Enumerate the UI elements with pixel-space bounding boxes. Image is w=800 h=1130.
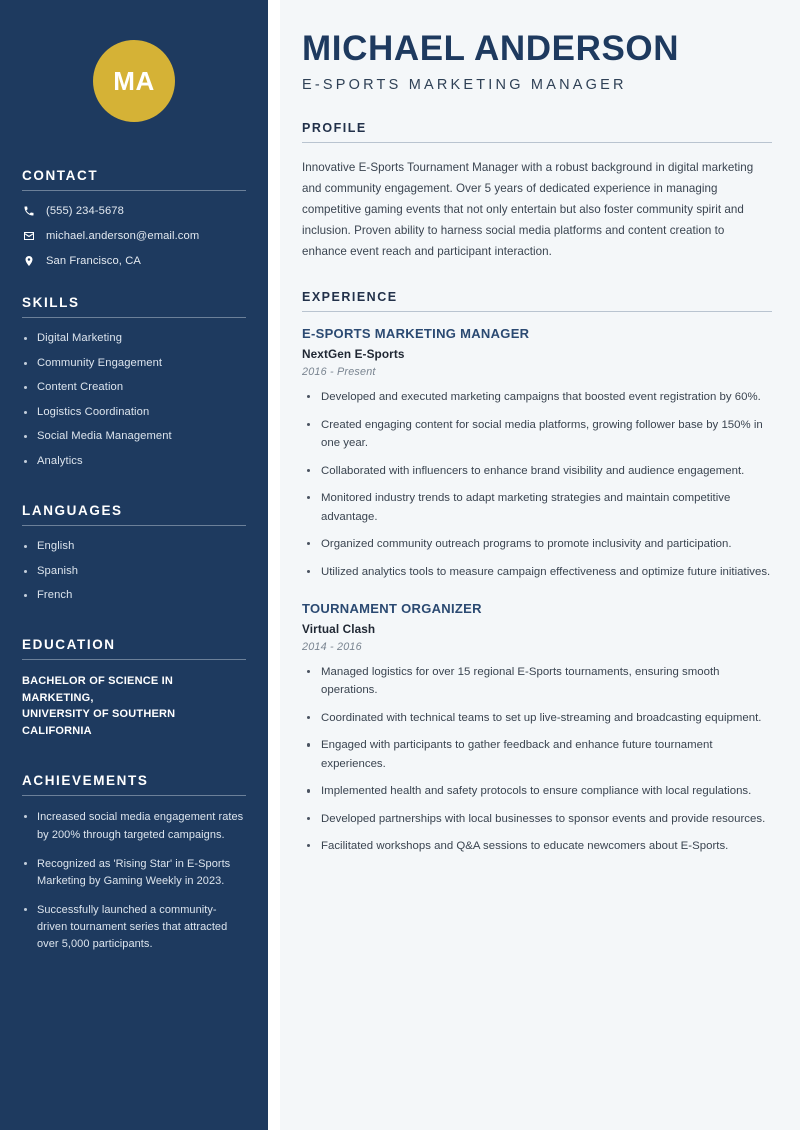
achievements-heading: ACHIEVEMENTS	[22, 773, 149, 789]
list-item: Collaborated with influencers to enhance brand visibility and audience engagement.	[302, 462, 772, 480]
contact-section	[22, 168, 246, 267]
job-subtitle: E-SPORTS MARKETING MANAGER	[302, 76, 627, 93]
contact-phone-value: (555) 234-5678	[46, 204, 124, 217]
experience-dates: 2014 - 2016	[302, 641, 362, 654]
contact-email-value: michael.anderson@email.com	[46, 229, 200, 242]
main-content	[280, 0, 800, 1130]
languages-list	[22, 539, 246, 603]
list-item: Community Engagement	[22, 356, 246, 371]
list-item: Organized community outreach programs to promote inclusivity and participation.	[302, 535, 772, 553]
experience-job-title: TOURNAMENT ORGANIZER	[302, 601, 482, 617]
profile-divider	[302, 142, 772, 143]
list-item: Implemented health and safety protocols to ensure compliance with local regulations.	[302, 782, 772, 800]
experience-company: Virtual Clash	[302, 622, 376, 637]
education-degree-line-1: BACHELOR OF SCIENCE IN MARKETING,	[22, 675, 174, 704]
contact-row-location	[22, 254, 246, 267]
skills-divider	[22, 317, 246, 318]
experience-divider	[302, 311, 772, 312]
achievements-list	[22, 809, 246, 952]
contact-row-email	[22, 229, 246, 242]
list-item: French	[22, 588, 246, 603]
list-item: Facilitated workshops and Q&A sessions to educate newcomers about E-Sports.	[302, 837, 772, 855]
list-item: Created engaging content for social media platforms, growing follower base by 150% in one year.	[302, 416, 772, 453]
experience-company: NextGen E-Sports	[302, 347, 405, 362]
list-item: Successfully launched a community-driven tournament series that attracted over 5,000 participants.	[22, 902, 246, 953]
skills-heading: SKILLS	[22, 295, 80, 310]
languages-heading: LANGUAGES	[22, 503, 123, 519]
location-pin-icon	[22, 254, 35, 267]
skills-section	[22, 295, 246, 469]
experience-entry	[302, 601, 772, 856]
skills-list	[22, 331, 246, 469]
experience-bullet-list	[302, 663, 772, 856]
experience-entry	[302, 326, 772, 581]
list-item: Content Creation	[22, 380, 246, 395]
experience-heading: EXPERIENCE	[302, 290, 398, 305]
list-item: English	[22, 539, 246, 554]
education-heading: EDUCATION	[22, 637, 116, 653]
list-item: Utilized analytics tools to measure campaign effectiveness and optimize future initiatives.	[302, 563, 772, 581]
list-item: Developed partnerships with local businesses to sponsor events and provide resources.	[302, 810, 772, 828]
achievements-divider	[22, 795, 246, 796]
page-title: MICHAEL ANDERSON	[302, 29, 680, 68]
languages-section	[22, 503, 246, 603]
list-item: Digital Marketing	[22, 331, 246, 346]
envelope-icon	[22, 229, 35, 242]
avatar: MA	[93, 40, 175, 122]
sidebar	[0, 0, 268, 1130]
list-item: Engaged with participants to gather feedback and enhance future tournament experiences.	[302, 736, 772, 773]
column-gutter	[268, 0, 280, 1130]
list-item: Developed and executed marketing campaigns that boosted event registration by 60%.	[302, 388, 772, 406]
contact-location-value: San Francisco, CA	[46, 254, 141, 267]
list-item: Increased social media engagement rates by 200% through targeted campaigns.	[22, 809, 246, 843]
list-item: Spanish	[22, 564, 246, 579]
list-item: Social Media Management	[22, 429, 246, 444]
education-divider	[22, 659, 246, 660]
list-item: Analytics	[22, 454, 246, 469]
experience-job-title: E-SPORTS MARKETING MANAGER	[302, 326, 530, 342]
experience-bullet-list	[302, 388, 772, 581]
list-item: Monitored industry trends to adapt marketing strategies and maintain competitive advantage.	[302, 489, 772, 526]
list-item: Recognized as 'Rising Star' in E-Sports Marketing by Gaming Weekly in 2023.	[22, 856, 246, 890]
contact-divider	[22, 190, 246, 191]
list-item: Managed logistics for over 15 regional E-Sports tournaments, ensuring smooth operations.	[302, 663, 772, 700]
avatar-container	[22, 0, 246, 168]
languages-divider	[22, 525, 246, 526]
phone-icon	[22, 204, 35, 217]
achievements-section	[22, 773, 246, 952]
list-item: Coordinated with technical teams to set up live-streaming and broadcasting equipment.	[302, 709, 772, 727]
contact-row-phone	[22, 204, 246, 217]
list-item: Logistics Coordination	[22, 405, 246, 420]
profile-section	[302, 121, 772, 262]
education-degree-line-2: UNIVERSITY OF SOUTHERN CALIFORNIA	[22, 708, 176, 737]
contact-heading: CONTACT	[22, 168, 99, 183]
profile-heading: PROFILE	[302, 120, 367, 135]
profile-text: Innovative E-Sports Tournament Manager with a robust background in digital marketing and community engagement. Over 5 years of dedicated experience in managing competitive gaming events that not only entertain but also foster community spirit and inclusion. Proven ability to harness social media platforms and content creation to enhance event reach and participant interaction.	[302, 160, 754, 259]
experience-dates: 2016 - Present	[302, 366, 376, 379]
experience-section	[302, 290, 772, 856]
education-section	[22, 637, 246, 739]
